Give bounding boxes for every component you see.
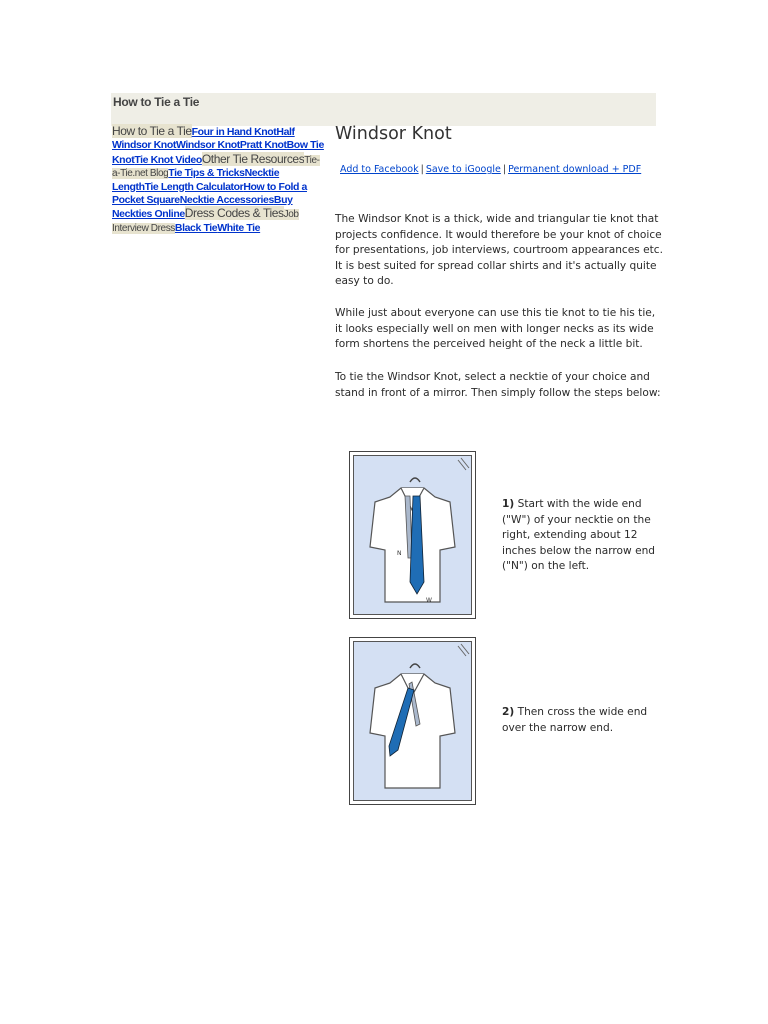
- step-1-text: [502, 497, 662, 575]
- sidebar-section-tie-a-tie-net-blog: Tie-a-Tie.net Blog: [112, 154, 320, 180]
- share-separator: |: [502, 164, 507, 175]
- sidebar-section-other-tie-resources: Other Tie Resources: [201, 151, 305, 166]
- sidebar-link-white-tie[interactable]: White Tie: [217, 221, 261, 234]
- download-pdf-link[interactable]: Permanent download + PDF: [508, 164, 642, 175]
- step-2-illustration: [349, 637, 476, 805]
- intro-paragraph: The Windsor Knot is a thick, wide and triangular tie knot that projects confidence. It would therefore be your knot of choice for presentations, job interviews, courtroom appearances etc. It is best suited for spread collar shirts and it's actually quite easy to do.: [335, 213, 663, 288]
- sidebar-link-four-in-hand-knot[interactable]: Four in Hand Knot: [191, 126, 277, 138]
- step-1-illustration: [349, 451, 476, 619]
- sidebar-link-windsor-knot[interactable]: Windsor Knot: [175, 139, 240, 152]
- step-2-description: Then cross the wide end over the narrow end.: [502, 706, 648, 734]
- share-links: [340, 164, 641, 175]
- site-title: How to Tie a Tie: [113, 95, 200, 109]
- sidebar-link-buy-neckties-online[interactable]: Buy Neckties Online: [112, 194, 293, 221]
- suitability-paragraph: While just about everyone can use this tie knot to tie his tie, it looks especially well on men with longer necks as its wide form shortens the perceived height of the neck a little bit.: [335, 307, 656, 351]
- sidebar-section-dress-codes-ties: Dress Codes & Ties: [184, 206, 284, 221]
- shirt-tie-step-1-image: [350, 452, 477, 620]
- header-bar: [111, 93, 656, 126]
- page-title: Windsor Knot: [335, 124, 452, 144]
- save-to-igoogle-link[interactable]: Save to iGoogle: [425, 164, 501, 175]
- sidebar-link-tie-length-calculator[interactable]: Tie Length Calculator: [144, 180, 244, 193]
- step-1-number: 1): [502, 498, 515, 510]
- shirt-tie-step-2-image: [350, 638, 477, 806]
- step-1-description: Start with the wide end ("W") of your necktie on the right, extending about 12 inches below the narrow end ("N") on the left.: [502, 498, 656, 573]
- instructions-paragraph: To tie the Windsor Knot, select a necktie of your choice and stand in front of a mirror. Then simply follow the steps below:: [335, 371, 661, 399]
- sidebar-link-half-windsor-knot[interactable]: Half Windsor Knot: [112, 126, 295, 152]
- sidebar-link-bow-tie-knot[interactable]: Bow Tie Knot: [112, 139, 324, 166]
- step-2-text: [502, 705, 662, 736]
- sidebar-link-tie-tips-tricks[interactable]: Tie Tips & Tricks: [168, 167, 245, 180]
- share-separator: |: [420, 164, 424, 175]
- sidebar-section-job-interview-dress: Job Interview Dress: [112, 209, 299, 234]
- add-to-facebook-link[interactable]: Add to Facebook: [340, 164, 419, 175]
- main-content: [335, 124, 665, 399]
- sidebar-nav: [112, 125, 324, 235]
- sidebar-link-necktie-accessories[interactable]: Necktie Accessories: [179, 194, 274, 207]
- sidebar-link-black-tie[interactable]: Black Tie: [174, 221, 218, 234]
- sidebar-link-pratt-knot[interactable]: Pratt Knot: [239, 139, 287, 152]
- narrow-end-label: N: [397, 550, 402, 557]
- sidebar-link-necktie-length[interactable]: Necktie Length: [112, 167, 280, 193]
- sidebar-section-how-to-tie-a-tie: How to Tie a Tie: [112, 124, 192, 138]
- sidebar-link-how-to-fold-a-pocket-square[interactable]: How to Fold a Pocket Square: [112, 180, 307, 207]
- step-2-number: 2): [502, 706, 515, 718]
- wide-end-label: W: [426, 597, 432, 604]
- sidebar-link-tie-knot-video[interactable]: Tie Knot Video: [134, 153, 202, 166]
